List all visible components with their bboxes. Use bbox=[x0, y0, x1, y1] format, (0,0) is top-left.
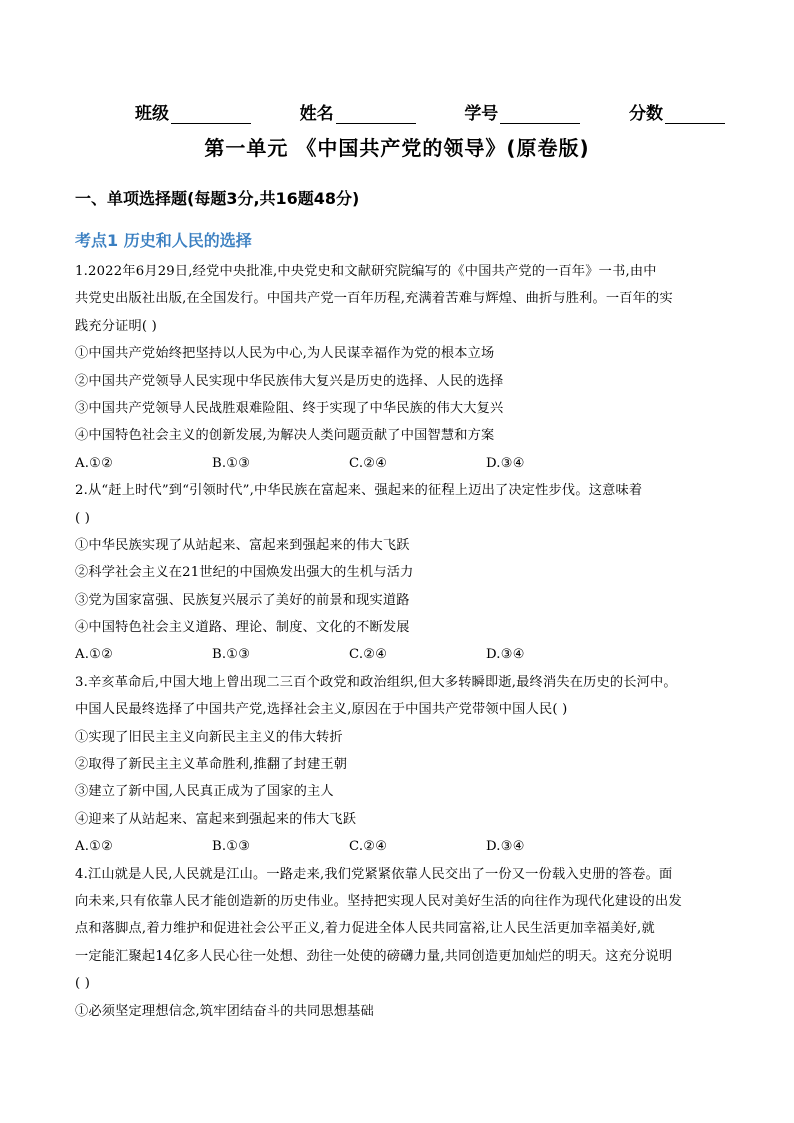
answer-choice[interactable]: C.②④ bbox=[349, 647, 388, 663]
statement-option: ③党为国家富强、民族复兴展示了美好的前景和现实道路 bbox=[75, 592, 410, 608]
statement-option: ④中国特色社会主义的创新发展,为解决人类问题贡献了中国智慧和方案 bbox=[75, 428, 495, 444]
statement-option: ②科学社会主义在21世纪的中国焕发出强大的生机与活力 bbox=[75, 565, 414, 581]
question-stem-line: 点和落脚点,着力维护和促进社会公平正义,着力促进全体人民共同富裕,让人民生活更加幸福美好,就 bbox=[75, 921, 655, 937]
field-class-label: 班级 bbox=[135, 104, 169, 124]
field-name-label: 姓名 bbox=[299, 104, 334, 124]
section-heading: 一、单项选择题(每题3分,共16题48分) bbox=[75, 189, 360, 208]
question-stem-line: 践充分证明( ) bbox=[75, 318, 158, 334]
question-stem-line: 2.从“赶上时代”到“引领时代”,中华民族在富起来、强起来的征程上迈出了决定性步伐。这意味着 bbox=[75, 483, 643, 499]
question-4 bbox=[75, 861, 725, 1025]
question-stem-line: 中国人民最终选择了中国共产党,选择社会主义,原因在于中国共产党带领中国人民( ) bbox=[75, 702, 568, 718]
student-info-fields bbox=[135, 96, 725, 124]
question-stem-line: 向未来,只有依靠人民才能创造新的历史伟业。坚持把实现人民对美好生活的向往作为现代化建设的出发 bbox=[75, 893, 682, 909]
field-score-label: 分数 bbox=[628, 104, 663, 124]
answer-choice[interactable]: D.③④ bbox=[486, 455, 525, 471]
field-student-id-blank[interactable] bbox=[500, 105, 580, 124]
question-stem-line: 3.辛亥革命后,中国大地上曾出现二三百个政党和政治组织,但大多转瞬即逝,最终消失在历史的长河中。 bbox=[75, 674, 677, 690]
question-stem-line: 共党史出版社出版,在全国发行。中国共产党一百年历程,充满着苦难与辉煌、曲折与胜利。一百年的实 bbox=[75, 291, 673, 307]
field-student-id[interactable] bbox=[464, 99, 580, 124]
answer-choice[interactable]: B.①③ bbox=[212, 839, 251, 855]
answer-choice[interactable]: D.③④ bbox=[486, 839, 525, 855]
statement-option: ③建立了新中国,人民真正成为了国家的主人 bbox=[75, 784, 334, 800]
field-student-id-label: 学号 bbox=[464, 104, 499, 124]
answer-choice[interactable]: C.②④ bbox=[349, 839, 388, 855]
statement-option: ①实现了旧民主主义向新民主主义的伟大转折 bbox=[75, 729, 343, 745]
field-class-blank[interactable] bbox=[171, 105, 251, 124]
answer-choices bbox=[75, 833, 725, 860]
statement-option: ②中国共产党领导人民实现中华民族伟大复兴是历史的选择、人民的选择 bbox=[75, 373, 504, 389]
question-stem-line: 一定能汇聚起14亿多人民心往一处想、劲往一处使的磅礴力量,共同创造更加灿烂的明天。这充分说明 bbox=[75, 948, 673, 964]
answer-choice[interactable]: A.①② bbox=[75, 455, 114, 471]
answer-choice[interactable]: A.①② bbox=[75, 839, 114, 855]
answer-choice[interactable]: D.③④ bbox=[486, 647, 525, 663]
answer-choice[interactable]: B.①③ bbox=[212, 647, 251, 663]
question-stem-line: ( ) bbox=[75, 976, 91, 992]
question-1 bbox=[75, 258, 725, 477]
question-list bbox=[75, 258, 725, 1025]
topic-heading: 考点1 历史和人民的选择 bbox=[75, 231, 252, 250]
question-stem-line: 4.江山就是人民,人民就是江山。一路走来,我们党紧紧依靠人民交出了一份又一份载入史册的答卷。面 bbox=[75, 866, 673, 882]
document-title: 第一单元 《中国共产党的领导》(原卷版) bbox=[204, 136, 590, 160]
statement-option: ③中国共产党领导人民战胜艰难险阻、终于实现了中华民族的伟大大复兴 bbox=[75, 400, 504, 416]
answer-choice[interactable]: B.①③ bbox=[212, 455, 251, 471]
field-score-blank[interactable] bbox=[665, 105, 725, 124]
question-3 bbox=[75, 669, 725, 861]
statement-option: ①必须坚定理想信念,筑牢团结奋斗的共同思想基础 bbox=[75, 1003, 374, 1019]
answer-choice[interactable]: C.②④ bbox=[349, 455, 388, 471]
answer-choices bbox=[75, 641, 725, 668]
answer-choice[interactable]: A.①② bbox=[75, 647, 114, 663]
statement-option: ④迎来了从站起来、富起来到强起来的伟大飞跃 bbox=[75, 811, 357, 827]
answer-choices bbox=[75, 450, 725, 477]
question-2 bbox=[75, 477, 725, 669]
statement-option: ④中国特色社会主义道路、理论、制度、文化的不断发展 bbox=[75, 620, 410, 636]
statement-option: ②取得了新民主主义革命胜利,推翻了封建王朝 bbox=[75, 757, 348, 773]
field-name-blank[interactable] bbox=[336, 105, 416, 124]
field-score[interactable] bbox=[629, 99, 725, 124]
field-name[interactable] bbox=[300, 99, 416, 124]
field-class[interactable] bbox=[135, 99, 251, 124]
question-stem-line: ( ) bbox=[75, 510, 91, 526]
statement-option: ①中国共产党始终把坚持以人民为中心,为人民谋幸福作为党的根本立场 bbox=[75, 346, 495, 362]
question-stem-line: 1.2022年6月29日,经党中央批准,中央党史和文献研究院编写的《中国共产党的一百年》一书,由中 bbox=[75, 264, 657, 279]
statement-option: ①中华民族实现了从站起来、富起来到强起来的伟大飞跃 bbox=[75, 537, 410, 553]
